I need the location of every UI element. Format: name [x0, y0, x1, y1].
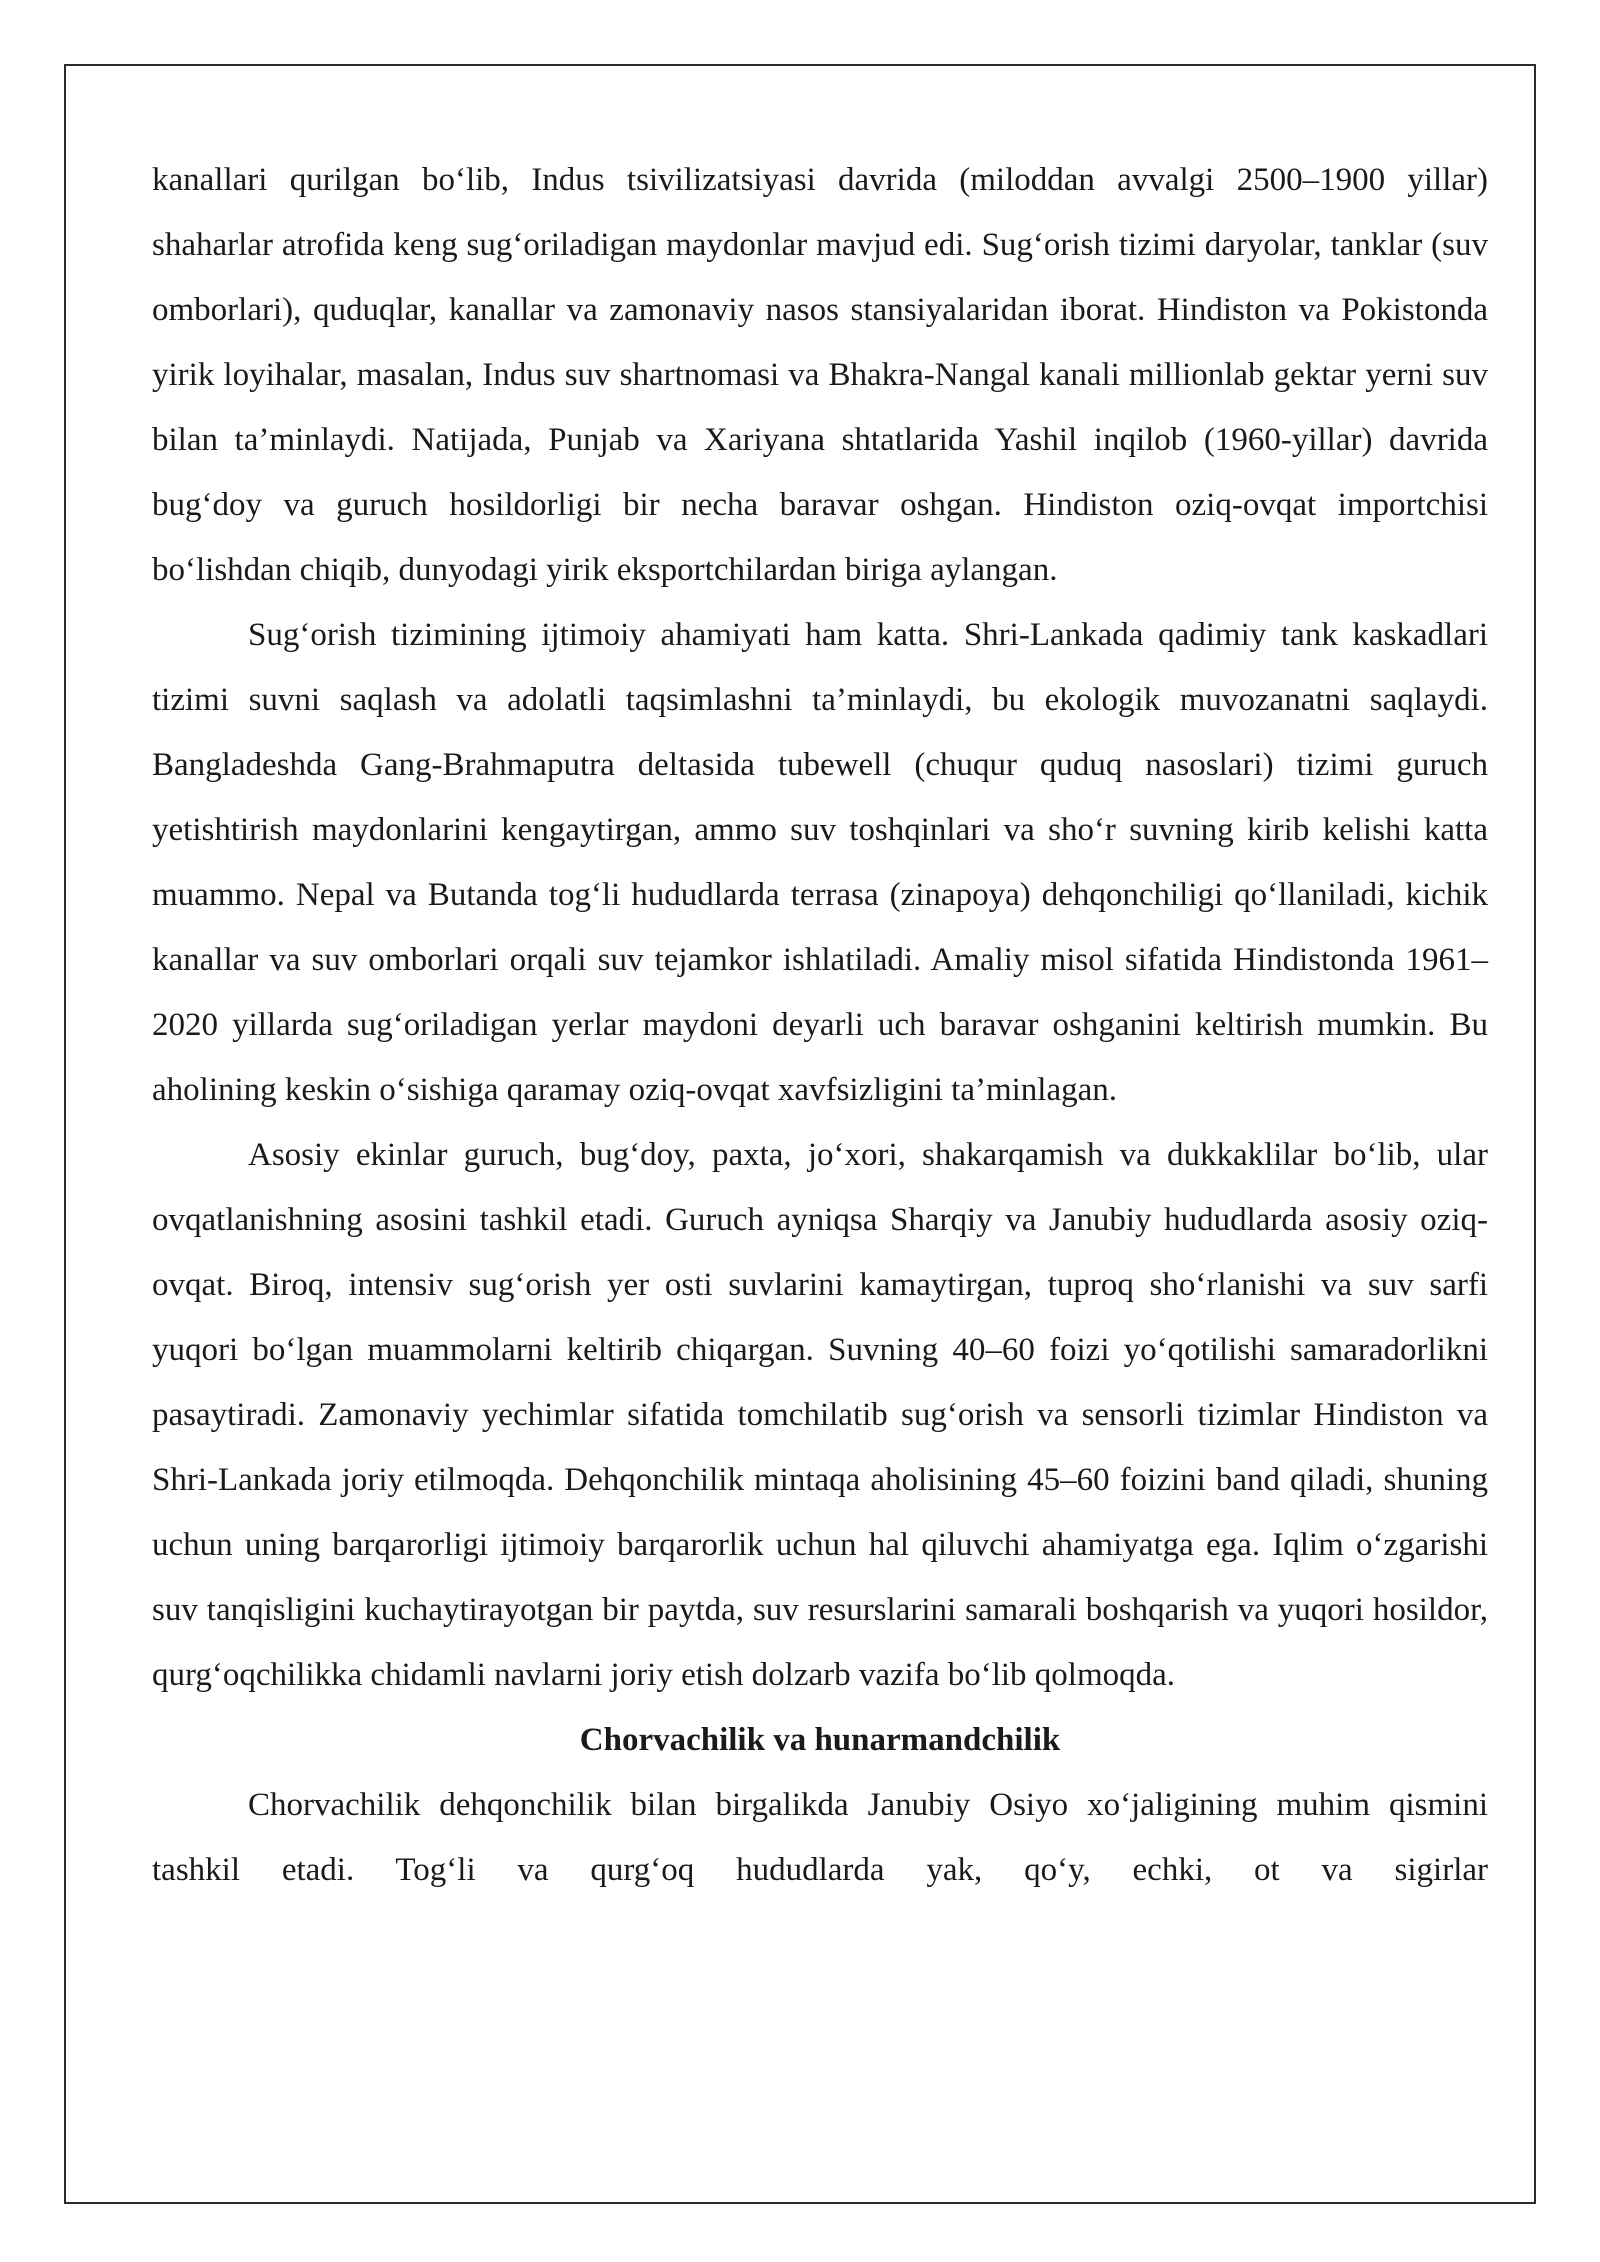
- section-heading: Chorvachilik va hunarmandchilik: [579, 1722, 1061, 1758]
- paragraph-livestock: Chorvachilik dehqonchilik bilan birgalikda Janubiy Osiyo xo‘jaligining muhim qismini tashkil etadi. Tog‘li va qurg‘oq hududlarda yak, qo‘y, echki, ot va sigirlar: [152, 1787, 1488, 1888]
- paragraph-irrigation-social: Sug‘orish tizimining ijtimoiy ahamiyati ham katta. Shri-Lankada qadimiy tank kaskadlari tizimi suvni saqlash va adolatli taqsimlashni ta’minlaydi, bu ekologik muvozanatni saqlaydi. Bangladeshda Gang-Brahmaputra deltasida tubewell (chuqur quduq nasoslari) tizimi guruch yetishtirish maydonlarini kengaytirgan, ammo suv toshqinlari va sho‘r suvning kirib kelishi katta muammo. Nepal va Butanda tog‘li hududlarda terrasa (zinapoya) dehqonchiligi qo‘llaniladi, kichik kanallar va suv omborlari orqali suv tejamkor ishlatiladi. Amaliy misol sifatida Hindistonda 1961–2020 yillarda sug‘oriladigan yerlar maydoni deyarli uch baravar oshganini keltirish mumkin. Bu aholining keskin o‘sishiga qaramay oziq-ovqat xavfsizligini ta’minlagan.: [152, 617, 1488, 1108]
- paragraph-main-crops: Asosiy ekinlar guruch, bug‘doy, paxta, jo‘xori, shakarqamish va dukkaklilar bo‘lib, ular ovqatlanishning asosini tashkil etadi. Guruch ayniqsa Sharqiy va Janubiy hududlarda asosiy oziq-ovqat. Biroq, intensiv sug‘orish yer osti suvlarini kamaytirgan, tuproq sho‘rlanishi va suv sarfi yuqori bo‘lgan muammolarni keltirib chiqargan. Suvning 40–60 foizi yo‘qotilishi samaradorlikni pasaytiradi. Zamonaviy yechimlar sifatida tomchilatib sug‘orish va sensorli tizimlar Hindiston va Shri-Lankada joriy etilmoqda. Dehqonchilik mintaqa aholisining 45–60 foizini band qiladi, shuning uchun uning barqarorligi ijtimoiy barqarorlik uchun hal qiluvchi ahamiyatga ega. Iqlim o‘zgarishi suv tanqisligini kuchaytirayotgan bir paytda, suv resurslarini samarali boshqarish va yuqori hosildor, qurg‘oqchilikka chidamli navlarni joriy etish dolzarb vazifa bo‘lib qolmoqda.: [152, 1137, 1488, 1693]
- paragraph-irrigation-history: kanallari qurilgan bo‘lib, Indus tsivilizatsiyasi davrida (miloddan avvalgi 2500–1900 yillar) shaharlar atrofida keng sug‘oriladigan maydonlar mavjud edi. Sug‘orish tizimi daryolar, tanklar (suv omborlari), quduqlar, kanallar va zamonaviy nasos stansiyalaridan iborat. Hindiston va Pokistonda yirik loyihalar, masalan, Indus suv shartnomasi va Bhakra-Nangal kanali millionlab gektar yerni suv bilan ta’minlaydi. Natijada, Punjab va Xariyana shtatlarida Yashil inqilob (1960-yillar) davrida bug‘doy va guruch hosildorligi bir necha baravar oshgan. Hindiston oziq-ovqat importchisi bo‘lishdan chiqib, dunyodagi yirik eksportchilardan biriga aylangan.: [152, 162, 1488, 588]
- document-body: [152, 148, 1488, 1903]
